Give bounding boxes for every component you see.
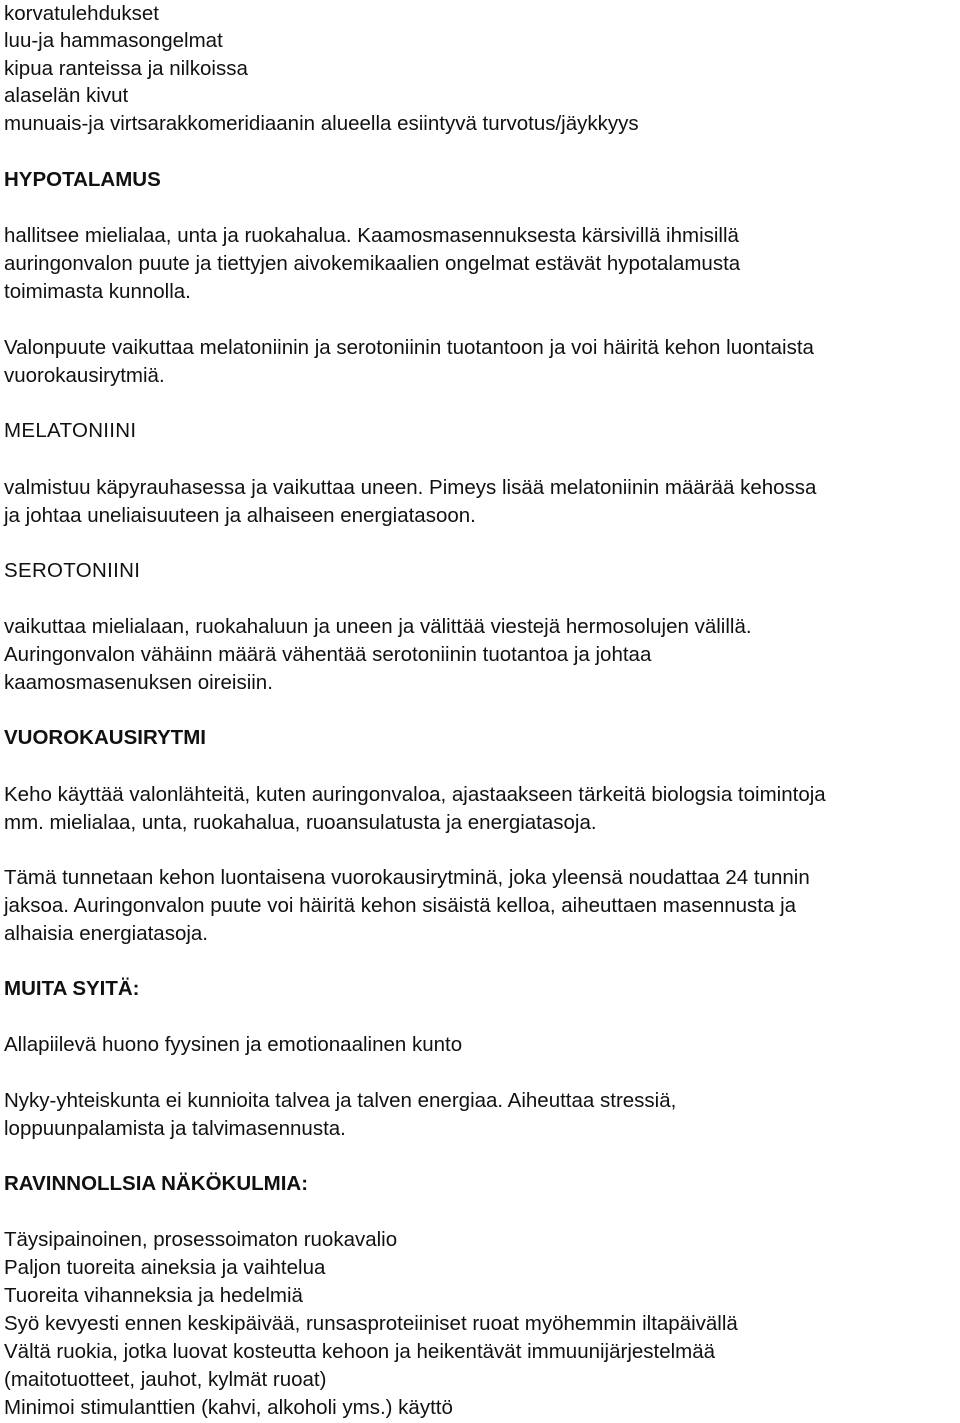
list-item: (maitotuotteet, jauhot, kylmät ruoat) <box>4 1368 327 1391</box>
paragraph-line: hallitsee mielialaa, unta ja ruokahalua. Kaamosmasennuksesta kärsivillä ihmisillä <box>4 224 739 247</box>
paragraph-line: auringonvalon puute ja tiettyjen aivokemikaalien ongelmat estävät hypotalamusta <box>4 252 741 275</box>
paragraph-line: vaikuttaa mielialaan, ruokahaluun ja uneen ja välittää viestejä hermosolujen välillä. <box>4 615 752 638</box>
paragraph-line: Valonpuute vaikuttaa melatoniinin ja serotoniinin tuotantoon ja voi häiritä kehon luontaista <box>4 336 814 359</box>
paragraph-line: vuorokausirytmiä. <box>4 364 165 387</box>
paragraph-line: Tämä tunnetaan kehon luontaisena vuorokausirytminä, joka yleensä noudattaa 24 tunnin <box>4 866 810 889</box>
list-item: Tuoreita vihanneksia ja hedelmiä <box>4 1284 303 1307</box>
paragraph-line: Allapiilevä huono fyysinen ja emotionaalinen kunto <box>4 1033 463 1056</box>
section-heading-melatoniini: MELATONIINI <box>4 419 137 442</box>
list-item: Paljon tuoreita aineksia ja vaihtelua <box>4 1256 326 1279</box>
list-item: Täysipainoinen, prosessoimaton ruokavalio <box>4 1228 398 1251</box>
section-heading-ravinnollisia: RAVINNOLLSIA NÄKÖKULMIA: <box>4 1172 309 1195</box>
list-item: Syö kevyesti ennen keskipäivää, runsasproteiiniset ruoat myöhemmin iltapäivällä <box>4 1312 738 1335</box>
intro-list-item: kipua ranteissa ja nilkoissa <box>4 57 248 80</box>
intro-list-item: luu-ja hammasongelmat <box>4 29 223 52</box>
list-item: Vältä ruokia, jotka luovat kosteutta kehoon ja heikentävät immuunijärjestelmää <box>4 1340 716 1363</box>
intro-list-item: korvatulehdukset <box>4 2 159 25</box>
section-heading-serotoniini: SEROTONIINI <box>4 559 141 582</box>
intro-list-item: alaselän kivut <box>4 84 129 107</box>
paragraph-line: valmistuu käpyrauhasessa ja vaikuttaa uneen. Pimeys lisää melatoniinin määrää kehossa <box>4 476 817 499</box>
paragraph-line: Auringonvalon vähäinn määrä vähentää serotoniinin tuotantoa ja johtaa <box>4 643 652 666</box>
paragraph-line: loppuunpalamista ja talvimasennusta. <box>4 1117 346 1140</box>
section-heading-vuorokausirytmi: VUOROKAUSIRYTMI <box>4 726 206 749</box>
paragraph-line: alhaisia energiatasoja. <box>4 922 208 945</box>
section-heading-muita-syita: MUITA SYITÄ: <box>4 977 140 1000</box>
paragraph-line: Keho käyttää valonlähteitä, kuten auringonvaloa, ajastaakseen tärkeitä biologsia toimintoja <box>4 783 826 806</box>
intro-list-item: munuais-ja virtsarakkomeridiaanin alueella esiintyvä turvotus/jäykkyys <box>4 112 639 135</box>
paragraph-line: Nyky-yhteiskunta ei kunnioita talvea ja talven energiaa. Aiheuttaa stressiä, <box>4 1089 677 1112</box>
section-heading-hypotalamus: HYPOTALAMUS <box>4 168 161 191</box>
paragraph-line: jaksoa. Auringonvalon puute voi häiritä kehon sisäistä kelloa, aiheuttaen masennusta ja <box>4 894 797 917</box>
paragraph-line: toimimasta kunnolla. <box>4 280 191 303</box>
paragraph-line: ja johtaa uneliaisuuteen ja alhaiseen energiatasoon. <box>4 504 476 527</box>
paragraph-line: kaamosmasenuksen oireisiin. <box>4 671 273 694</box>
paragraph-line: mm. mielialaa, unta, ruokahalua, ruoansulatusta ja energiatasoja. <box>4 811 597 834</box>
list-item: Minimoi stimulanttien (kahvi, alkoholi yms.) käyttö <box>4 1396 453 1419</box>
